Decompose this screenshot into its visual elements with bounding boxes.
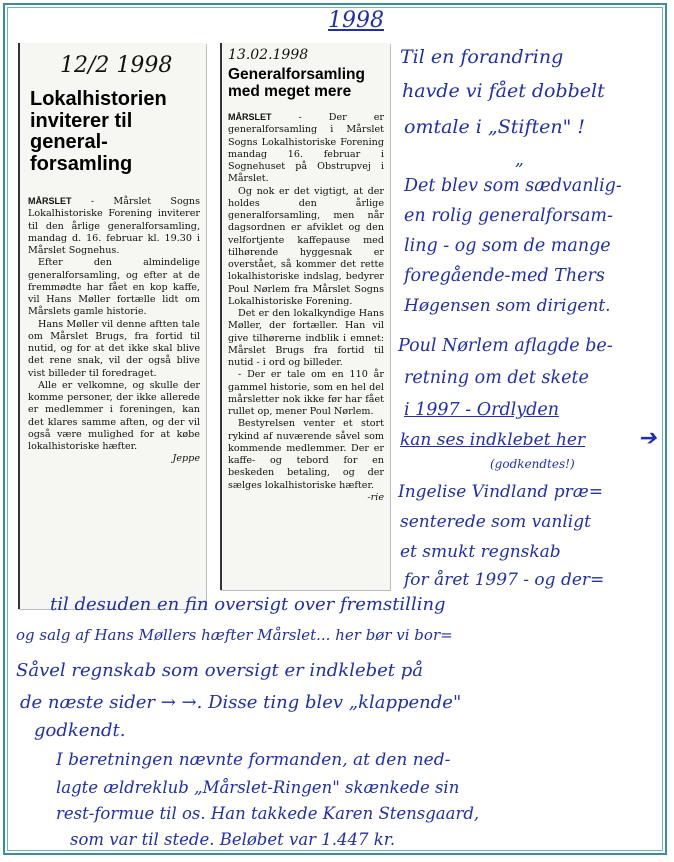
dateline: MÅRSLET — [28, 196, 72, 206]
handwritten-line: retning om det skete — [404, 368, 589, 388]
arrow-right-icon: ➔ — [638, 426, 657, 451]
clipping-date: 12/2 1998 — [60, 53, 173, 78]
handwritten-line: foregående-med Thers — [404, 266, 605, 286]
handwritten-line: de næste sider → →. Disse ting blev „klappende" — [20, 692, 462, 713]
handwritten-line: kan ses indklebet her — [400, 430, 586, 450]
handwritten-line: godkendt. — [34, 720, 126, 741]
signature: -rie — [367, 491, 384, 503]
handwritten-line: for året 1997 - og der= — [404, 570, 605, 590]
handwritten-line: i 1997 - Ordlyden — [404, 400, 559, 420]
paragraph: Efter den almindelige generalforsamling, og efter at de fremmødte har fået en kop kaffe, vil Hans Møller fortælle lidt om Mårslets gamle historie. — [28, 257, 200, 318]
clipping-date: 13.02.1998 — [228, 47, 309, 63]
clipping-headline: Lokalhistorien inviterer til general- forsamling — [30, 88, 167, 175]
paragraph: - Der er generalforsamling i Mårslet Sogns Lokalhistoriske Forening mandag 16. februar i Sognehuset på Obstrupvej i Mårslet. — [228, 112, 384, 185]
handwritten-line: Til en forandring — [400, 46, 564, 68]
paragraph: - Mårslet Sogns Lokalhistoriske Forening inviterer til den årlige generalforsamling, mandag d. 16. februar kl. 19.30 i Mårslet Sognehus. — [28, 196, 200, 256]
handwritten-line: I beretningen nævnte formanden, at den ned- — [56, 750, 451, 770]
handwritten-line: til desuden en fin oversigt over fremstilling — [50, 594, 446, 615]
handwritten-line: Poul Nørlem aflagde be- — [398, 336, 613, 356]
handwritten-line: Såvel regnskab som oversigt er indklebet på — [16, 660, 424, 681]
signature: Jeppe — [172, 453, 200, 465]
handwritten-line: havde vi fået dobbelt — [402, 80, 605, 102]
paragraph: Alle er velkomne, og skulle der komme personer, der ikke allerede er medlemmer i foreningen, kan det klares samme aften, og der vil også være mulighed for at købe lokalhistoriske hæfter. — [28, 379, 200, 452]
clipping-body — [228, 111, 384, 504]
handwritten-line: Det blev som sædvanlig- — [404, 176, 622, 196]
paragraph: Bestyrelsen venter et stort rykind af nuværende såvel som kommende medlemmer. Der er kaffe- og tebord for en beskeden betaling, og der sælges lokalhistoriske hæfter. — [228, 418, 384, 491]
handwritten-line: en rolig generalforsam- — [404, 206, 613, 226]
paragraph: - Der er tale om en 110 år gammel historie, som en hel del mårsletter nok ikke før har fået rullet op, mener Poul Nørlem. — [228, 369, 384, 417]
newspaper-clipping-right — [220, 43, 390, 590]
handwritten-line: et smukt regnskab — [400, 542, 561, 562]
handwritten-line: som var til stede. Beløbet var 1.447 kr. — [70, 830, 396, 849]
handwritten-line: rest-formue til os. Han takkede Karen Stensgaard, — [56, 804, 480, 823]
handwritten-line: senterede som vanligt — [400, 512, 591, 532]
year-note: 1998 — [328, 8, 384, 33]
handwritten-line: ling - og som de mange — [404, 236, 611, 256]
paragraph: Hans Møller vil denne aftten tale om Mårslet Brugs, fra fortid til nutid, og for at det ikke skal blive det rene snak, vil der også blive vist billeder til foredraget. — [28, 318, 200, 379]
handwritten-line: lagte ældreklub „Mårslet-Ringen" skænkede sin — [56, 778, 460, 797]
handwritten-line: Høgensen som dirigent. — [404, 296, 611, 316]
handwritten-note: (godkendtes!) — [490, 457, 575, 471]
paragraph: Og nok er det vigtigt, at der holdes den årlige generalforsamling, men når dagsordnen er afviklet og den velfortjente kaffepause med tilhørende hyggesnak er overstået, så kommer det rette lokalhistoriske indslag, bedyrer Poul Nørlem fra Mårslet Sogns Lokalhistoriske Forening. — [228, 185, 384, 307]
paragraph: Det er den lokalkyndige Hans Møller, der fortæller. Han vil give tilhørerne indblik i emnet: Mårslet Brugs fra fortid til nutid - i ord og billeder. — [228, 308, 384, 368]
clipping-headline: Generalforsamling med meget mere — [228, 66, 365, 100]
ditto-mark: „ — [515, 150, 524, 170]
handwritten-line: omtale i „Stiften" ! — [404, 116, 586, 138]
handwritten-line: Ingelise Vindland præ= — [398, 482, 603, 502]
dateline: MÅRSLET — [228, 112, 272, 122]
handwritten-line: og salg af Hans Møllers hæfter Mårslet... her bør vi bor= — [16, 626, 453, 644]
newspaper-clipping-left — [18, 43, 206, 609]
clipping-body — [28, 195, 200, 466]
